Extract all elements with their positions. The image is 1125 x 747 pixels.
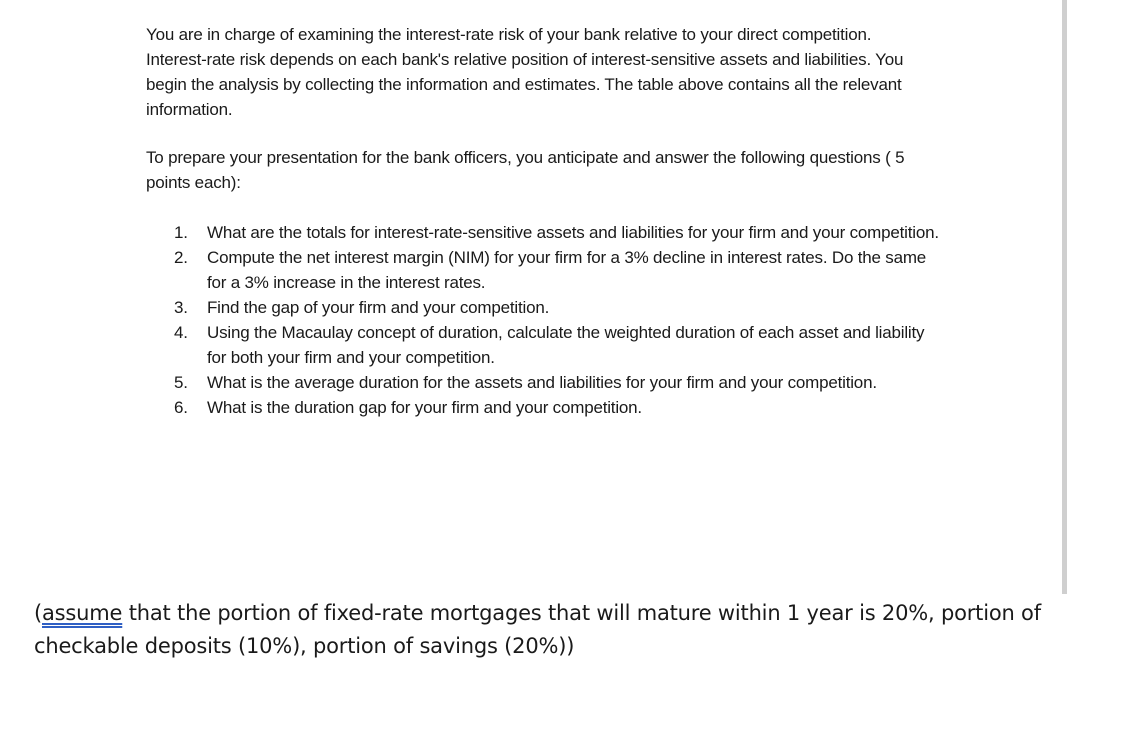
page-edge-divider xyxy=(1062,0,1067,594)
assumption-note xyxy=(34,597,1094,663)
question-text: Find the gap of your firm and your competition. xyxy=(207,298,550,317)
question-text: What are the totals for interest-rate-sensitive assets and liabilities for your firm and your competition. xyxy=(207,223,939,242)
question-number: 4. xyxy=(174,323,188,342)
question-number: 2. xyxy=(174,248,188,267)
question-item xyxy=(174,245,944,295)
lead-paragraph: To prepare your presentation for the bank officers, you anticipate and answer the following questions ( 5 points each): xyxy=(146,148,905,192)
question-text: Compute the net interest margin (NIM) for your firm for a 3% decline in interest rates. Do the same for a 3% increase in the interest rates. xyxy=(207,248,927,292)
question-item xyxy=(174,395,944,420)
question-number: 1. xyxy=(174,223,188,242)
question-text: What is the average duration for the assets and liabilities for your firm and your competition. xyxy=(207,373,877,392)
question-text: What is the duration gap for your firm and your competition. xyxy=(207,398,642,417)
note-text: that the portion of fixed-rate mortgages that will mature within 1 year is 20%, portion of checkable deposits (10%), portion of savings (20%)) xyxy=(34,601,1041,658)
question-text: Using the Macaulay concept of duration, calculate the weighted duration of each asset and liability for both your firm and your competition. xyxy=(207,323,925,367)
question-item xyxy=(174,295,944,320)
question-number: 6. xyxy=(174,398,188,417)
question-item xyxy=(174,370,944,395)
note-open-paren: ( xyxy=(34,601,42,625)
spellcheck-flagged-word[interactable]: assume xyxy=(42,601,123,625)
question-number: 5. xyxy=(174,373,188,392)
question-number: 3. xyxy=(174,298,188,317)
question-item xyxy=(174,220,944,245)
intro-paragraph: You are in charge of examining the interest-rate risk of your bank relative to your direct competition. Interest-rate risk depends on each bank's relative position of interest-sensitive assets and liabilities. You begin the analysis by collecting the information and estimates. The table above contains all the relevant information. xyxy=(146,25,904,119)
questions-list xyxy=(174,220,944,420)
question-item xyxy=(174,320,944,370)
